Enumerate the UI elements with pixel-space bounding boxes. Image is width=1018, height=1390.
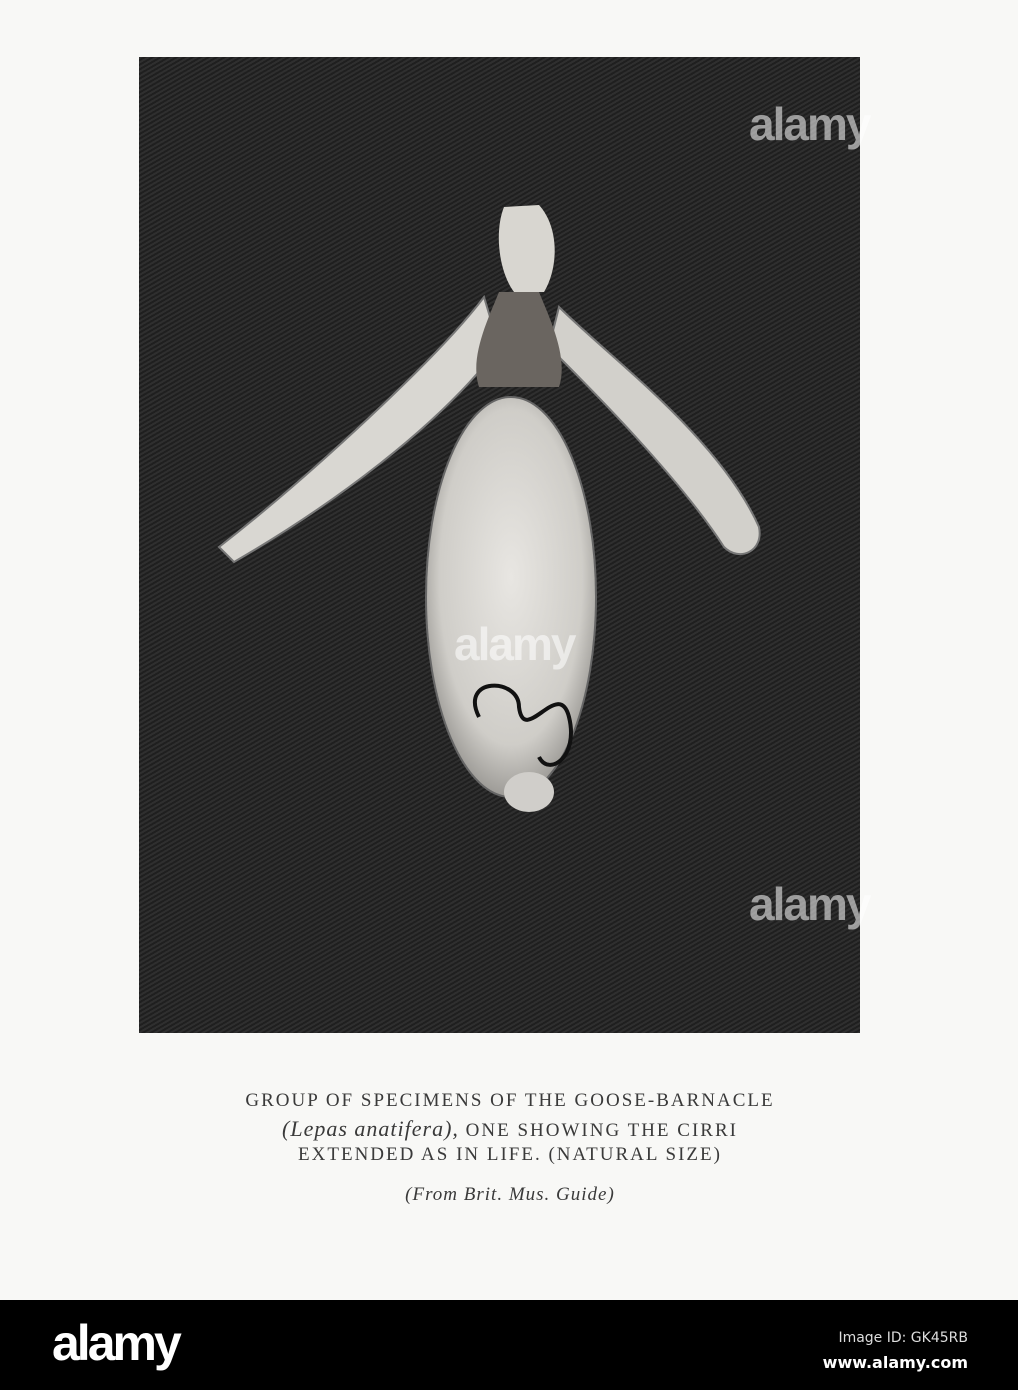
caption-line-2-rest: ONE SHOWING THE CIRRI	[458, 1120, 738, 1141]
alamy-watermark: alamy	[749, 878, 870, 930]
alamy-watermark: alamy	[749, 98, 870, 150]
image-id: Image ID: GK45RB	[838, 1330, 968, 1346]
caption-line-2	[150, 1116, 870, 1142]
stalk	[476, 292, 561, 387]
alamy-logo: alamy	[52, 1315, 179, 1371]
barnacle-photograph	[139, 57, 870, 1033]
caption-line-1: GROUP OF SPECIMENS OF THE GOOSE-BARNACLE	[245, 1090, 775, 1111]
stalk-top	[499, 205, 555, 292]
alamy-url[interactable]: www.alamy.com	[822, 1353, 968, 1372]
alamy-footer-bar	[0, 1300, 1018, 1390]
species-name: (Lepas anatifera),	[282, 1116, 459, 1141]
alamy-watermark: alamy	[454, 618, 575, 670]
caption-line-3: EXTENDED AS IN LIFE. (NATURAL SIZE)	[298, 1144, 722, 1165]
caption-source: (From Brit. Mus. Guide)	[405, 1184, 615, 1205]
